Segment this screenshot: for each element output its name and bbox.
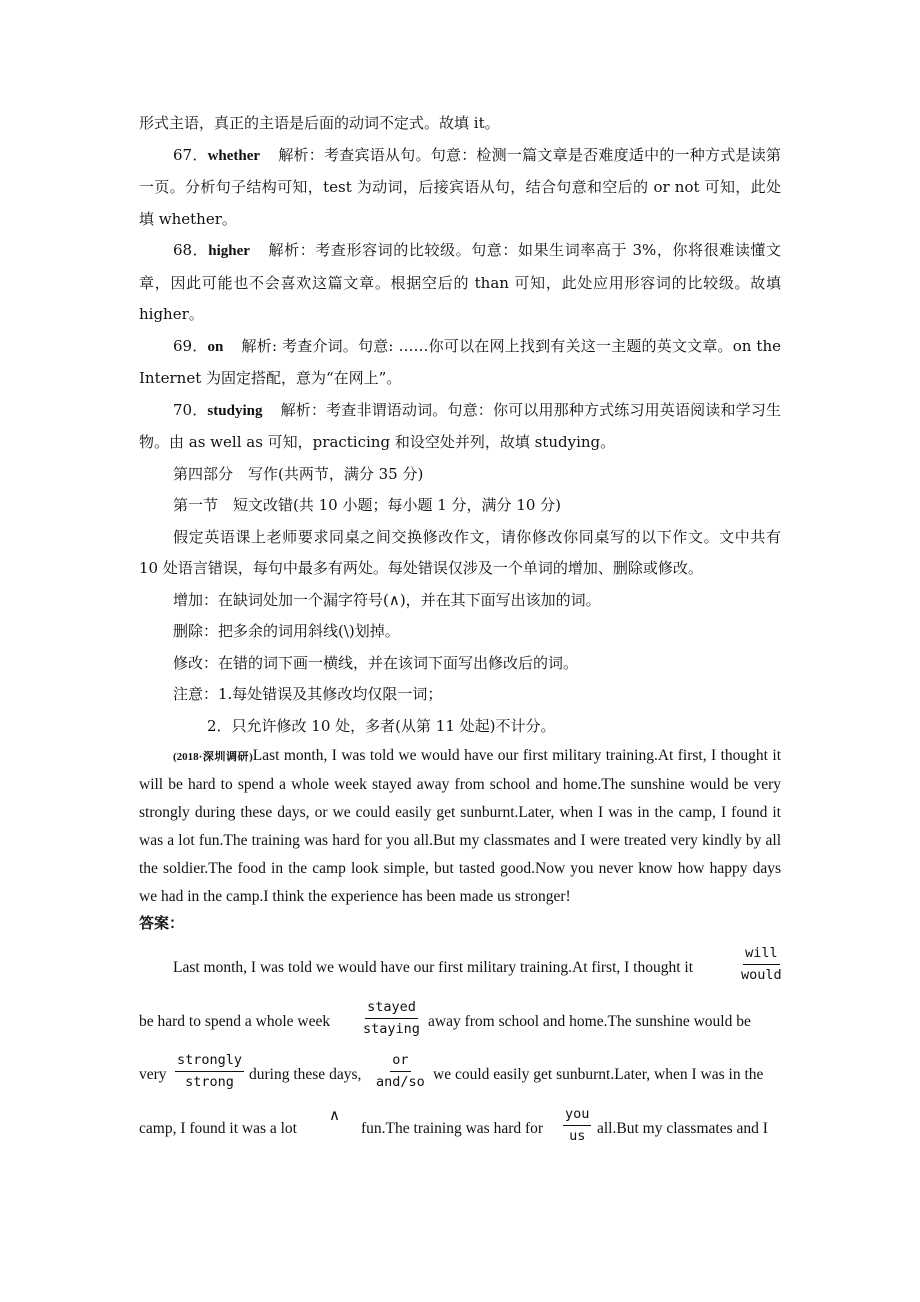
note-1: 注意：1.每处错误及其修改均仅限一词； [173,685,443,703]
answer-68 [139,235,781,331]
question-number: 70． [173,400,208,419]
answer-word: on [207,338,224,355]
correction-you: you us [565,1105,590,1144]
correction-or: or and/so [376,1052,425,1090]
explanation: 解析：考查非谓语动词。句意：你可以用那种方式练习用英语阅读和学习生物。由 as well as 可知，practicing 和设空处并列，故填 studying。 [139,400,781,451]
corrected-passage [139,945,782,1163]
source-tag: (2018·深圳调研) [173,751,253,763]
answer-line-2: be hard to spend a whole week stayed staying away from school and home.The sunshine would be [139,1003,781,1057]
rule-modify: 修改：在错的词下画一横线，并在该词下面写出修改后的词。 [173,653,579,672]
question-number: 68． [173,241,209,259]
answer-line-1: Last month, I was told we would have our first military training.At first, I thought it will would [139,949,781,1003]
correction-stayed: stayed staying [363,998,420,1037]
question-number: 69． [173,336,208,355]
explanation: 解析: 考查介词。句意: ……你可以在网上找到有关这一主题的英文文章。on the Internet 为固定搭配，意为“在网上”。 [139,336,781,387]
insert-caret: ∧ [329,1107,340,1124]
note-2: 2．只允许修改 10 处，多者(从第 11 处起)不计分。 [207,716,556,735]
answer-line-3: very strongly strong during these days, or and/so we could easily get sunburnt.Later, when I was in the [139,1056,781,1110]
correction-will: will would [741,945,782,983]
answer-line-4: camp, I found it was a lot ∧ fun.The training was hard for you us all.But my classmates and I [139,1110,781,1164]
rule-delete: 删除：把多余的词用斜线(\)划掉。 [173,622,400,640]
answer-word: whether [207,147,261,164]
explanation: 解析：考查形容词的比较级。句意：如果生词率高于 3%，你将很难读懂文章，因此可能也不会喜欢这篇文章。根据空后的 than 可知，此处应用形容词的比较级。故填 higher。 [139,241,781,323]
rule-add: 增加：在缺词处加一个漏字符号(∧)，并在其下面写出该加的词。 [173,590,601,609]
error-passage [139,742,781,911]
answer-label: 答案： [139,914,185,932]
answer-69 [139,331,781,395]
passage-text: Last month, I was told we would have our first military training.At first, I thought it will be hard to spend a whole week stayed away from school and home.The sunshine would be very strongly during these days, or we could easily get sunburnt.Later, when I was in the camp, I found it was a lot fun.The training was hard for you all.But my classmates and I were treated very kindly by all the soldier.The food in the camp look simple, but tasted good.Now you never know how happy days we had in the camp.I think the experience has been made us stronger! [139,747,782,905]
explanation: 解析：考查宾语从句。句意：检测一篇文章是否难度适中的一种方式是读第一页。分析句子结构可知，test 为动词，后接宾语从句，结合句意和空后的 or not 可知，此处填 whether。 [139,145,781,228]
answer-word: higher [208,243,250,259]
answer-word: studying [207,402,263,419]
part-4-heading: 第四部分 写作(共两节，满分 35 分) [173,464,424,483]
question-number: 67． [173,145,208,164]
answer-67 [139,140,781,236]
answer-70 [139,395,781,459]
instructions: 假定英语课上老师要求同桌之间交换修改作文，请你修改你同桌写的以下作文。文中共有 10 处语言错误，每句中最多有两处。每处错误仅涉及一个单词的增加、删除或修改。 [139,527,781,577]
document-page [139,108,781,1163]
section-1-heading: 第一节 短文改错(共 10 小题；每小题 1 分，满分 10 分) [173,496,562,514]
paragraph-66-tail: 形式主语，真正的主语是后面的动词不定式。故填 it。 [139,114,500,132]
correction-strongly: strongly strong [177,1052,243,1090]
